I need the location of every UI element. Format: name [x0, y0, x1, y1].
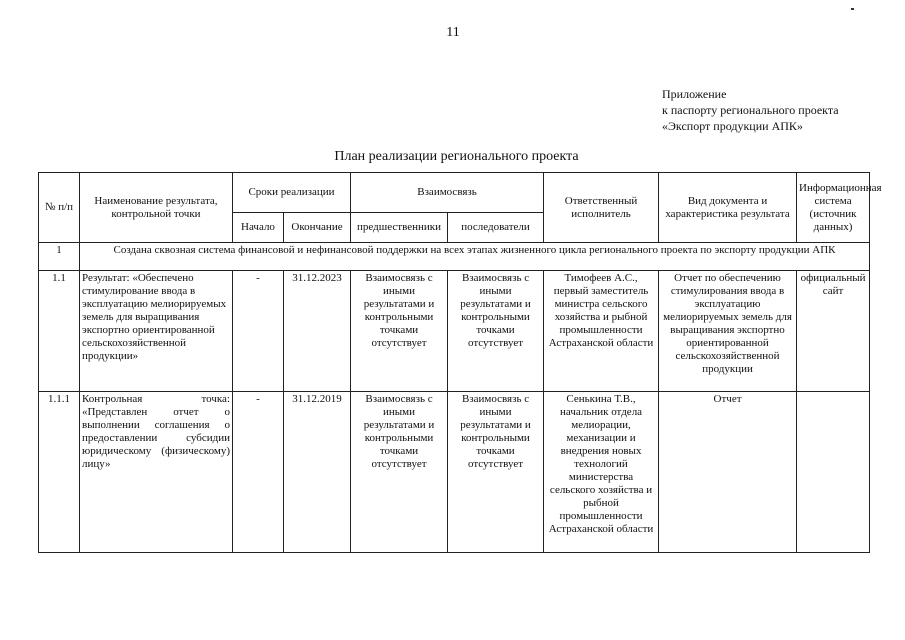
- appendix-block: [662, 86, 839, 134]
- table-row: [39, 392, 870, 553]
- row-name: Результат: «Обеспечено стимулирование ввода в эксплуатацию мелиорируемых земель для выращивания экспортно ориентированной сельскохозяйственной продукции»: [80, 271, 233, 392]
- section-text: Создана сквозная система финансовой и нефинансовой поддержки на всех этапах жизненного цикла регионального проекта по экспорту продукции АПК: [80, 243, 870, 271]
- header-info: Информационная система (источник данных): [797, 173, 870, 243]
- table-row: [39, 271, 870, 392]
- section-num: 1: [39, 243, 80, 271]
- header-responsible: Ответственный исполнитель: [544, 173, 659, 243]
- header-start: Начало: [233, 213, 284, 243]
- row-successors: Взаимосвязь с иными результатами и контрольными точками отсутствует: [448, 271, 544, 392]
- row-doc: Отчет по обеспечению стимулирования ввода в эксплуатацию мелиорируемых земель для выращивания экспортно ориентированной сельскохозяйственной продукции: [659, 271, 797, 392]
- plan-table: [38, 172, 882, 553]
- row-responsible: Тимофеев А.С., первый заместитель министра сельского хозяйства и рыбной промышленности Астраханской области: [544, 271, 659, 392]
- page-number: 11: [446, 25, 460, 40]
- plan-title: План реализации регионального проекта: [334, 149, 579, 164]
- scan-dot: [851, 8, 854, 10]
- header-successors: последователи: [448, 213, 544, 243]
- row-start: -: [233, 271, 284, 392]
- header-relation: Взаимосвязь: [351, 173, 544, 213]
- row-responsible: Сенькина Т.В., начальник отдела мелиорации, механизации и внедрения новых технологий министерства сельского хозяйства и рыбной промышленности Астраханской области: [544, 392, 659, 553]
- row-successors: Взаимосвязь с иными результатами и контрольными точками отсутствует: [448, 392, 544, 553]
- header-predecessors: предшественники: [351, 213, 448, 243]
- section-row: [39, 243, 870, 271]
- row-predecessors: Взаимосвязь с иными результатами и контрольными точками отсутствует: [351, 392, 448, 553]
- row-start: -: [233, 392, 284, 553]
- row-info: [797, 392, 870, 553]
- row-doc: Отчет: [659, 392, 797, 553]
- header-doc: Вид документа и характеристика результата: [659, 173, 797, 243]
- row-end: 31.12.2019: [284, 392, 351, 553]
- header-row-1: [39, 173, 870, 213]
- header-num: № п/п: [39, 173, 80, 243]
- appendix-line-3: «Экспорт продукции АПК»: [662, 119, 803, 133]
- row-predecessors: Взаимосвязь с иными результатами и контрольными точками отсутствует: [351, 271, 448, 392]
- appendix-line-1: Приложение: [662, 87, 727, 101]
- row-num: 1.1: [39, 271, 80, 392]
- row-num: 1.1.1: [39, 392, 80, 553]
- appendix-line-2: к паспорту регионального проекта: [662, 103, 839, 117]
- row-name: Контрольная точка: «Представлен отчет о выполнении соглашения о предоставлении субсидии юридическому (физическому) лицу»: [80, 392, 233, 553]
- header-end: Окончание: [284, 213, 351, 243]
- header-dates: Сроки реализации: [233, 173, 351, 213]
- row-end: 31.12.2023: [284, 271, 351, 392]
- row-info: официальный сайт: [797, 271, 870, 392]
- header-name: Наименование результата, контрольной точки: [80, 173, 233, 243]
